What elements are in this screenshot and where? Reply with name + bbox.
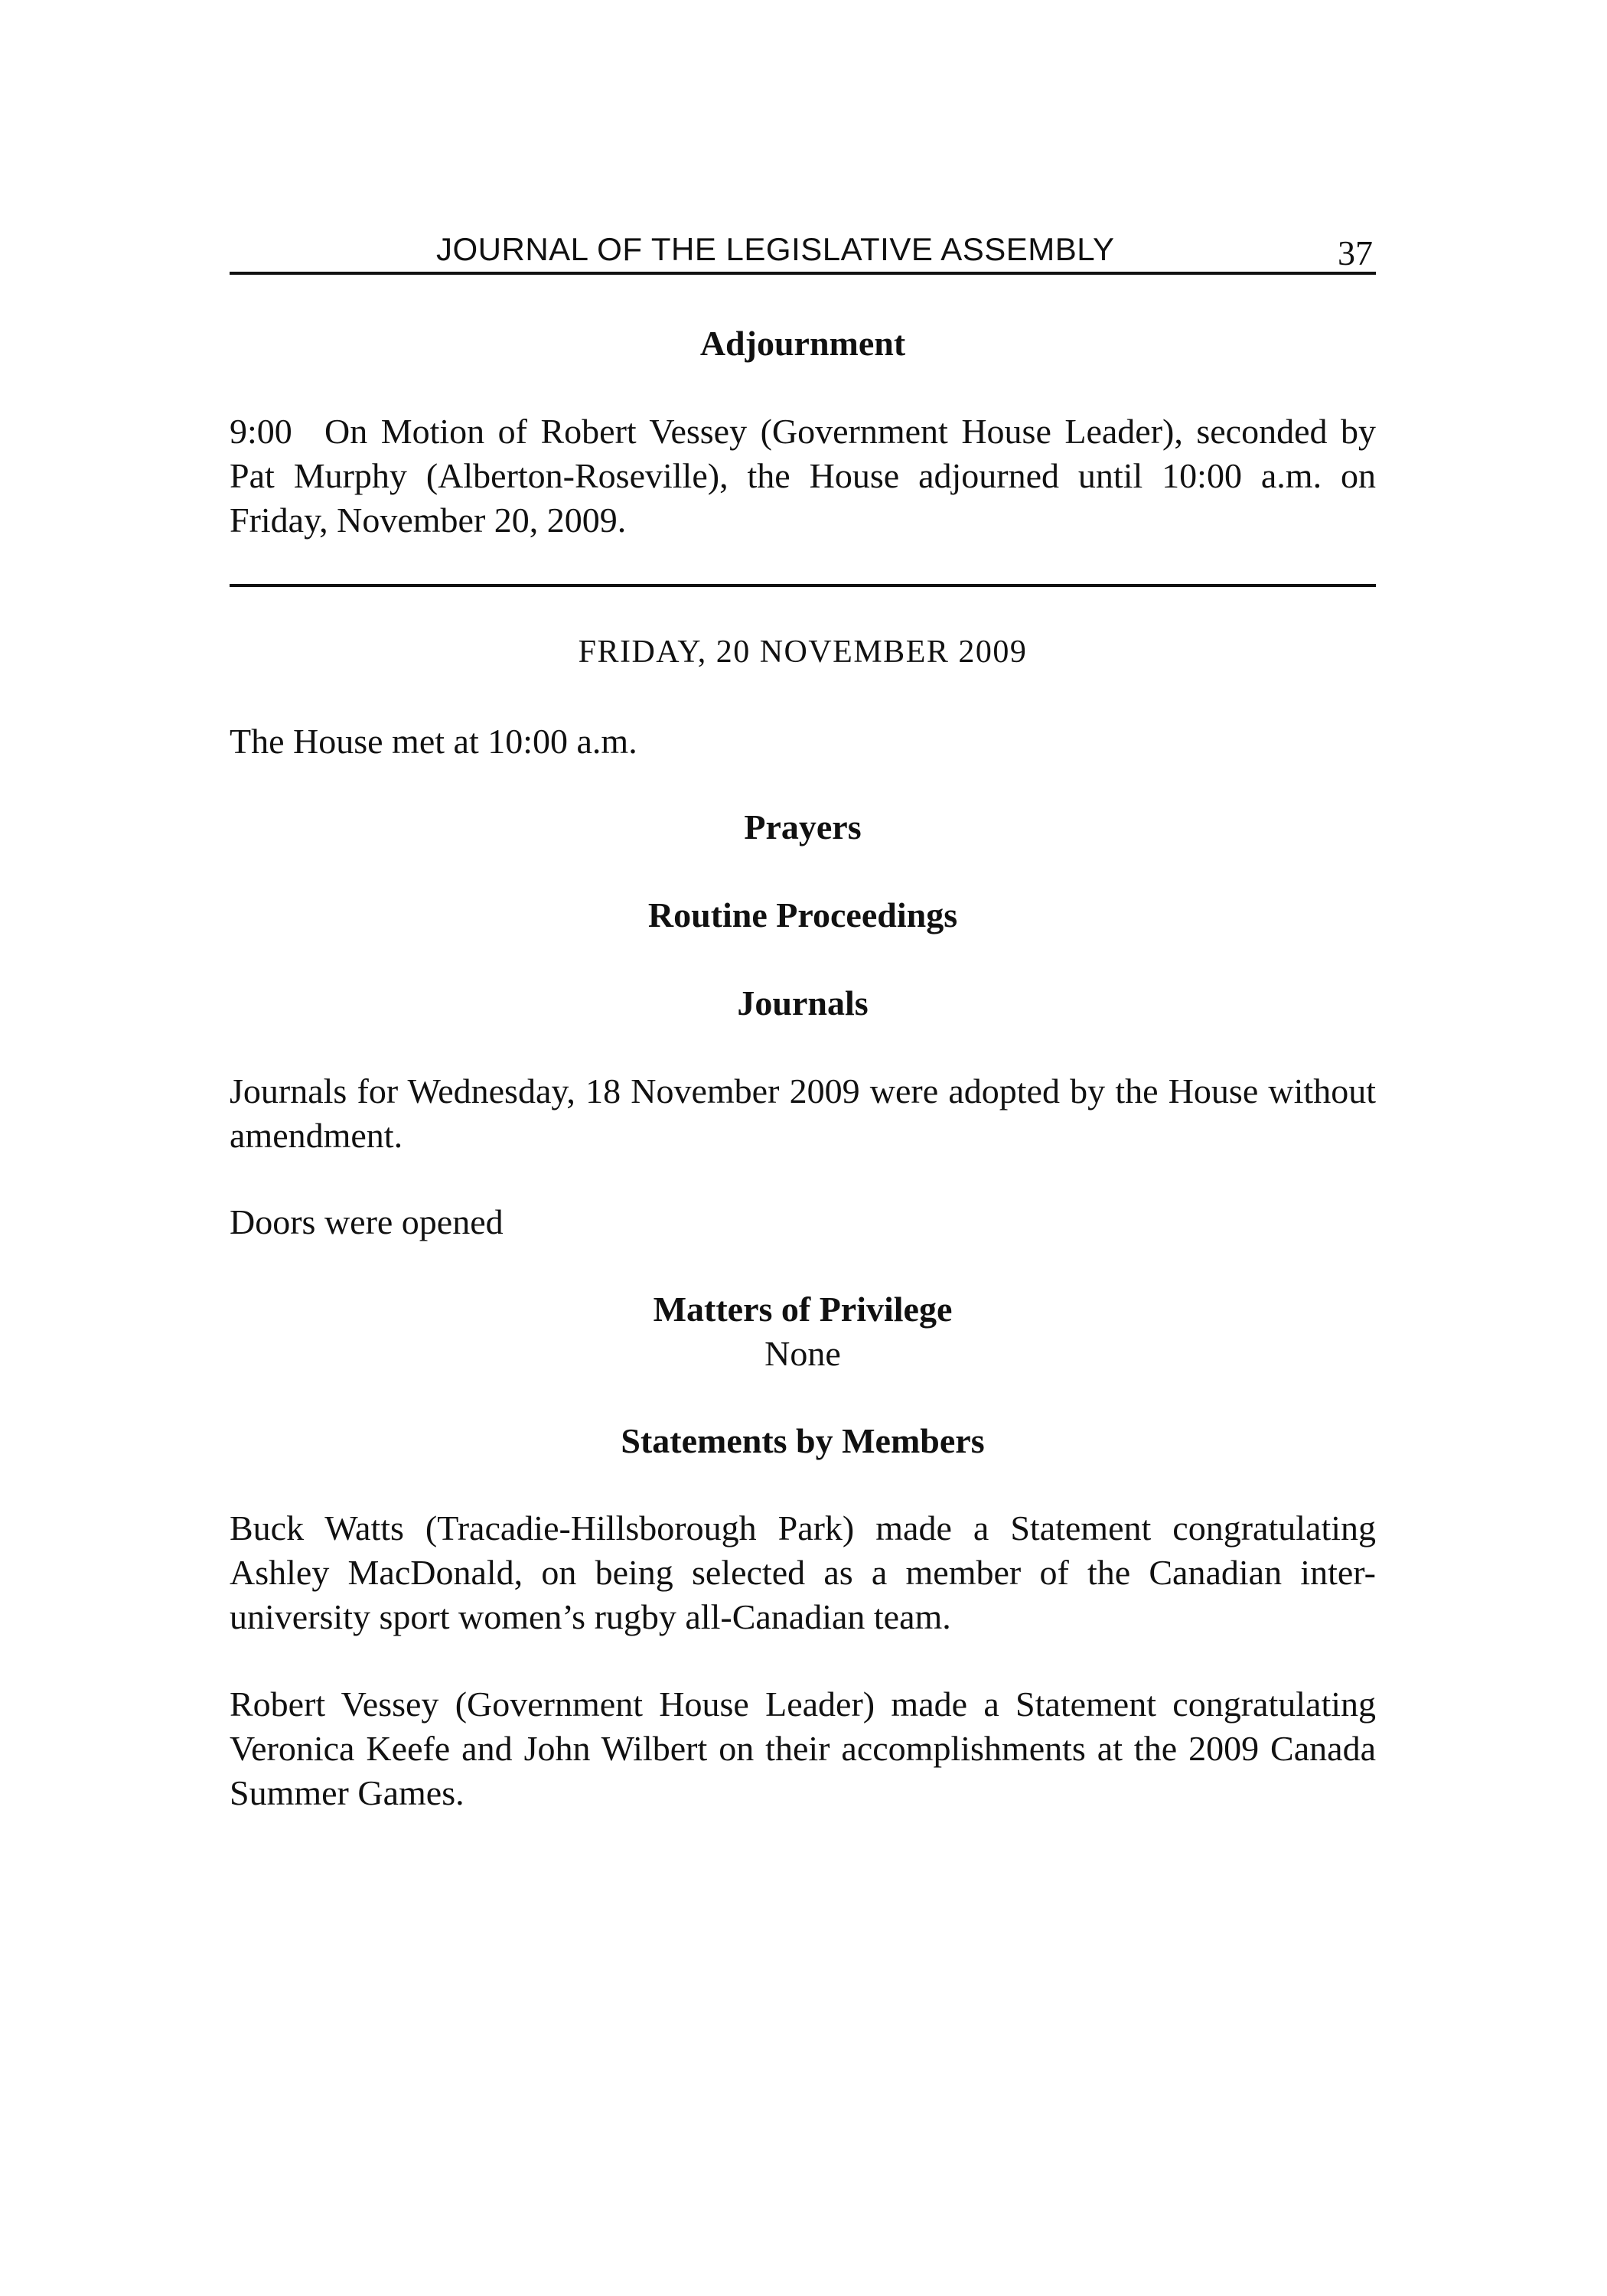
journals-paragraph: Journals for Wednesday, 18 November 2009 were adopted by the House without amendment. [230,1071,1376,1155]
routine-proceedings-heading: Routine Proceedings [647,895,958,934]
statements-heading: Statements by Members [621,1421,985,1460]
privilege-none: None [764,1334,841,1373]
sitting-opening: The House met at 10:00 a.m. [230,722,637,761]
privilege-heading: Matters of Privilege [653,1290,953,1329]
header-rule [230,272,1376,275]
adjournment-paragraph [230,409,1376,543]
journals-heading: Journals [737,983,869,1022]
statement-paragraph: Robert Vessey (Government House Leader) made a Statement congratulating Veronica Keefe and John Wilbert on their accomplishments at the 2009 Canada Summer Games. [230,1684,1376,1812]
statement-paragraph: Buck Watts (Tracadie-Hillsborough Park) made a Statement congratulating Ashley MacDonald, on being selected as a member of the Canadian inter-university sport women’s rugby all-Canadian team. [230,1508,1376,1636]
sitting-date: FRIDAY, 20 NOVEMBER 2009 [578,634,1028,670]
adjournment-heading: Adjournment [699,324,906,363]
prayers-heading: Prayers [744,807,862,846]
running-header [230,222,1376,276]
doors-paragraph: Doors were opened [230,1202,504,1241]
adjournment-text: On Motion of Robert Vessey (Government House Leader), seconded by Pat Murphy (Alberton-Roseville), the House adjourned until 10:00 a.m. on Friday, November 20, 2009. [230,412,1376,540]
page-number: 37 [1338,233,1373,272]
section-rule [230,584,1376,587]
running-title: JOURNAL OF THE LEGISLATIVE ASSEMBLY [436,231,1115,267]
adjournment-time: 9:00 [230,412,292,451]
